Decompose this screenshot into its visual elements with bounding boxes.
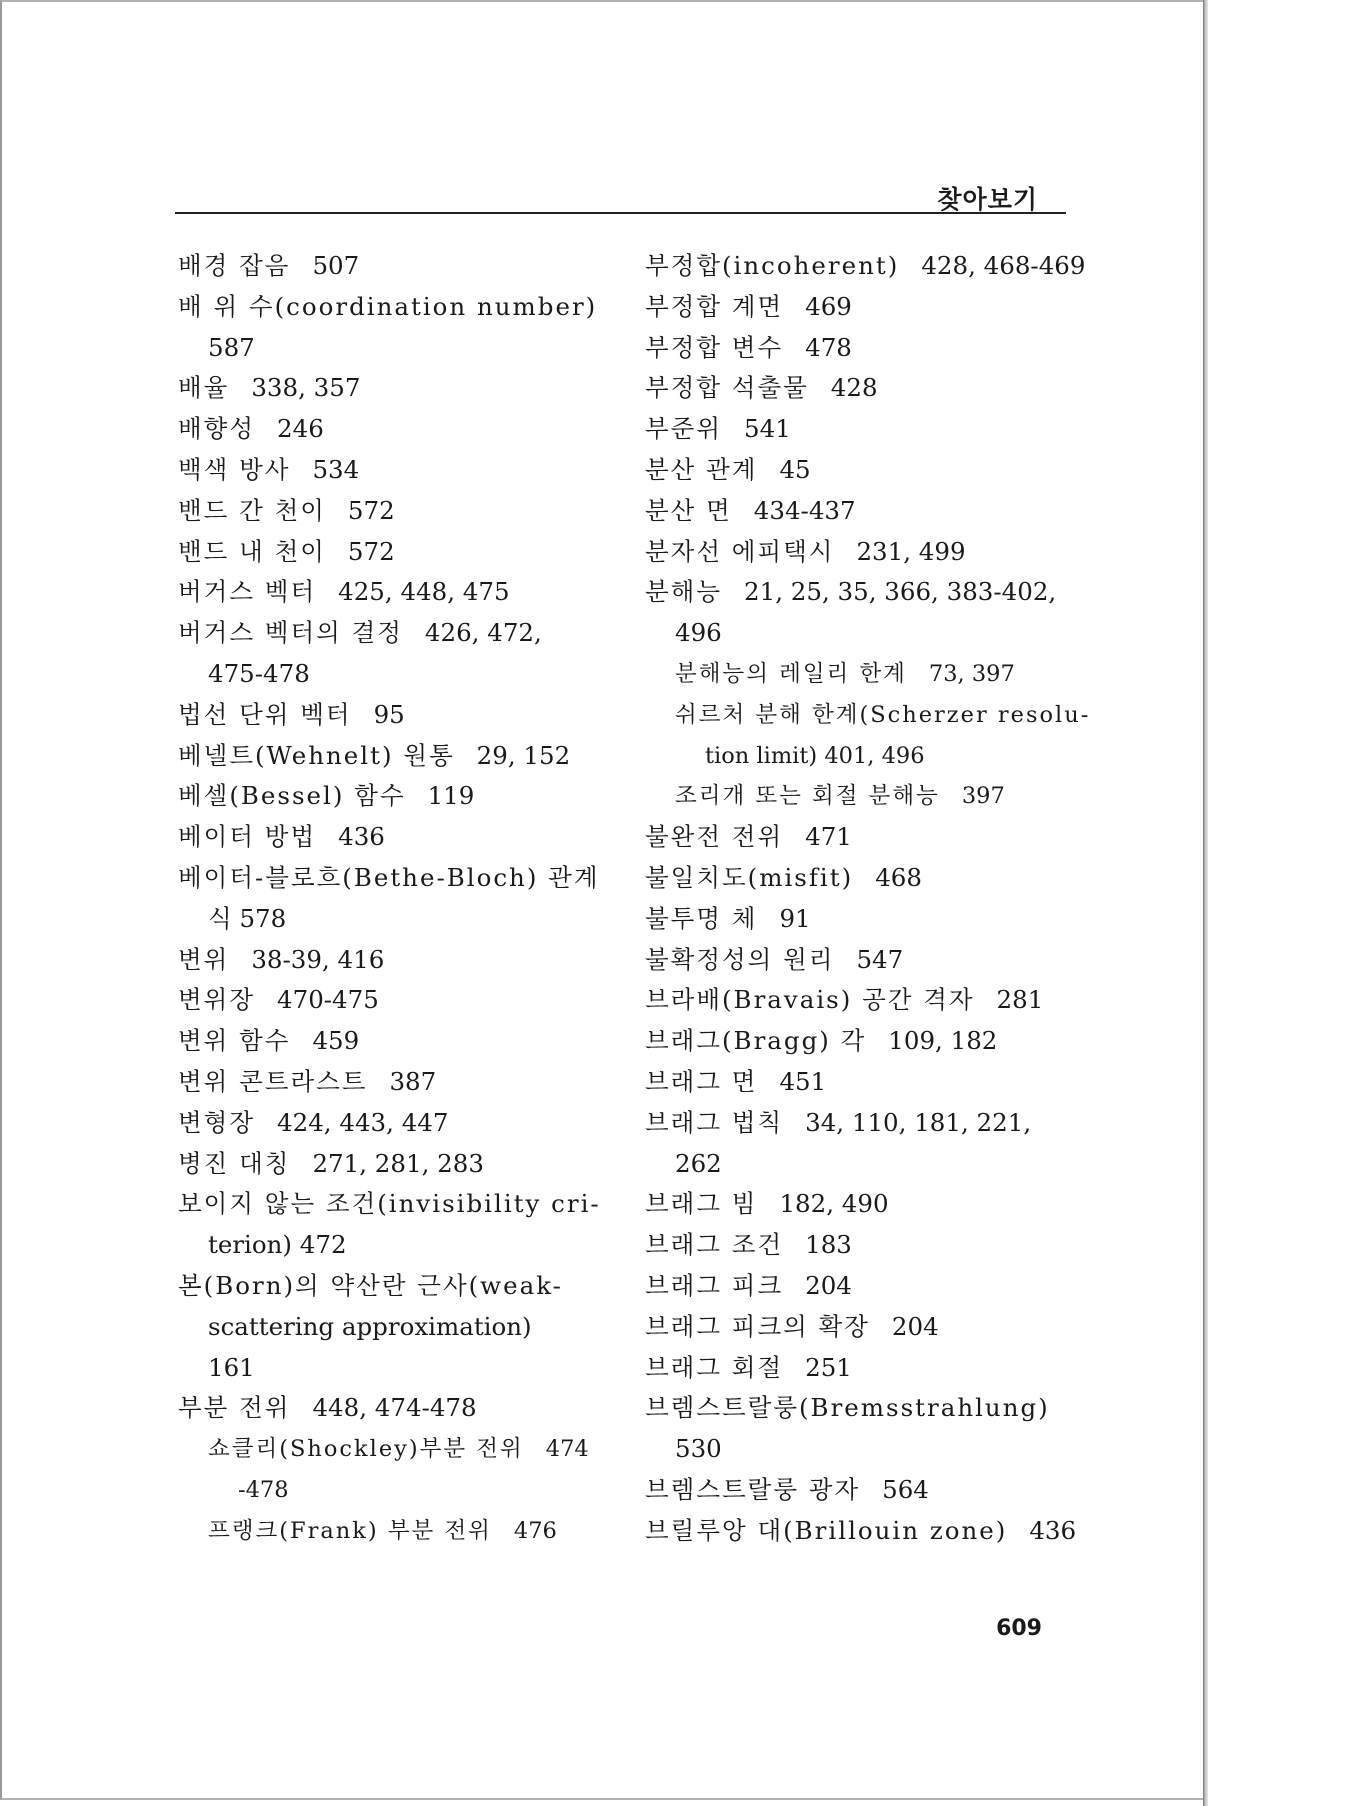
index-term: 백색 방사 [178, 454, 291, 484]
index-term: 버거스 벡터의 결정 [178, 618, 403, 648]
index-subentry [645, 654, 1085, 695]
index-term: 분산 관계 [645, 454, 758, 484]
index-entry [645, 368, 1085, 409]
index-pages: 478 [805, 332, 852, 362]
index-entry [645, 532, 1085, 573]
index-term: 브래그(Bragg) 각 [645, 1026, 867, 1056]
index-entry [645, 940, 1085, 981]
index-entry [645, 328, 1085, 369]
index-pages: 21, 25, 35, 366, 383-402, [744, 577, 1057, 607]
index-pages: 507 [312, 251, 360, 280]
index-term: 브래그 피크 [645, 1270, 784, 1300]
index-entry [645, 858, 1085, 899]
index-continuation: 587 [208, 332, 255, 362]
index-pages: 397 [961, 783, 1005, 810]
index-term: 밴드 간 천이 [178, 495, 326, 525]
index-entry [645, 899, 1085, 940]
index-term: 배경 잡음 [178, 251, 291, 280]
index-term: 보이지 않는 조건(invisibility cri- [178, 1189, 601, 1219]
index-term: 브렘스트랄룽 광자 [645, 1474, 861, 1504]
index-entry [178, 532, 618, 573]
index-entry [645, 491, 1085, 532]
index-entry [645, 1266, 1085, 1307]
index-term: 베이터 방법 [178, 822, 317, 852]
index-entry [178, 1062, 618, 1103]
index-pages: 204 [891, 1311, 939, 1341]
index-pages: 459 [312, 1026, 360, 1056]
index-entry [178, 1184, 618, 1266]
index-entry [178, 409, 618, 450]
index-pages: 119 [427, 781, 475, 811]
index-term: 불확정성의 원리 [645, 944, 835, 974]
index-term: 법선 단위 벡터 [178, 699, 352, 729]
index-entry [645, 1388, 1085, 1470]
index-entry [178, 1348, 618, 1389]
index-pages: 73, 397 [928, 660, 1015, 687]
index-entry [645, 450, 1085, 491]
index-subentry [645, 695, 1091, 777]
index-entry [645, 246, 1085, 287]
index-term: 프랭크(Frank) 부분 전위 [208, 1517, 492, 1544]
index-entry [645, 1184, 1085, 1225]
index-term: 베이터-블로흐(Bethe-Bloch) 관계 [178, 862, 600, 892]
index-pages: 45 [779, 454, 811, 484]
index-entry [178, 1103, 618, 1144]
index-term: 부정합 계면 [645, 291, 784, 321]
index-pages: 564 [882, 1474, 929, 1504]
index-continuation: 식 578 [208, 903, 287, 933]
index-pages: 29, 152 [476, 740, 571, 770]
index-term: 분해능의 레일리 한계 [675, 660, 907, 687]
index-entry [178, 980, 618, 1021]
index-pages: 281 [996, 985, 1044, 1015]
index-entry [178, 450, 618, 491]
page-edge-shadow [1203, 0, 1208, 1806]
index-term: 브래그 조건 [645, 1230, 784, 1260]
index-term: 버거스 벡터 [178, 577, 317, 607]
index-entry [178, 1266, 618, 1348]
index-pages: 468 [875, 862, 922, 892]
index-entry [178, 491, 618, 532]
index-pages: 109, 182 [888, 1026, 998, 1056]
index-term: 배율 [178, 373, 230, 403]
index-continuation: tion limit) 401, 496 [705, 742, 925, 769]
index-entry [178, 1144, 618, 1185]
index-entry [178, 246, 618, 287]
page-number: 609 [996, 1616, 1042, 1641]
index-term: 브래그 빔 [645, 1189, 758, 1219]
index-pages: 338, 357 [251, 373, 361, 403]
index-entry [178, 1021, 618, 1062]
index-term: 부정합(incoherent) [645, 251, 900, 280]
index-pages: 469 [805, 291, 852, 321]
index-entry [178, 368, 618, 409]
index-term: 변위장 [178, 985, 256, 1015]
index-entry [178, 1388, 618, 1429]
index-pages: 572 [347, 536, 395, 566]
header-rule [175, 212, 1066, 214]
index-pages: 231, 499 [856, 536, 966, 566]
index-pages: 183 [805, 1230, 852, 1260]
index-entry [645, 1062, 1085, 1103]
index-entry [645, 1470, 1085, 1511]
index-pages: 426, 472, [424, 618, 542, 648]
index-term: 변위 [178, 944, 230, 974]
index-pages: 547 [856, 944, 904, 974]
index-term: 베넬트(Wehnelt) 원통 [178, 740, 455, 770]
index-entry [178, 858, 618, 940]
index-pages: 34, 110, 181, 221, [805, 1107, 1032, 1137]
index-term: 부준위 [645, 414, 723, 444]
index-term: 밴드 내 천이 [178, 536, 326, 566]
index-entry [178, 695, 618, 736]
page-header-title: 찾아보기 [937, 185, 1038, 214]
index-pages: 436 [1029, 1515, 1077, 1545]
index-term: 분산 면 [645, 495, 732, 525]
index-entry [645, 1307, 1085, 1348]
index-term: 불완전 전위 [645, 822, 784, 852]
index-term: 브라배(Bravais) 공간 격자 [645, 985, 975, 1015]
index-term: 브렘스트랄룽(Bremsstrahlung) [645, 1393, 1050, 1423]
index-term: 부분 전위 [178, 1393, 291, 1423]
index-subentry [178, 1511, 618, 1552]
index-term: 변위 콘트라스트 [178, 1066, 368, 1096]
index-entry [178, 613, 618, 695]
index-pages: 471 [805, 822, 852, 852]
index-pages: 474 [545, 1436, 589, 1463]
index-column-right [645, 246, 1091, 1552]
index-pages: 425, 448, 475 [338, 577, 510, 607]
index-continuation: 475-478 [208, 658, 310, 688]
index-pages: 470-475 [277, 985, 379, 1015]
index-term: 분해능 [645, 577, 723, 607]
index-entry [645, 817, 1085, 858]
index-entry [645, 980, 1085, 1021]
index-term: 쇼클리(Shockley)부분 전위 [208, 1436, 524, 1463]
index-pages: 91 [779, 903, 811, 933]
index-entry [178, 940, 618, 981]
index-continuation: 262 [675, 1148, 722, 1178]
index-pages: 541 [744, 414, 791, 444]
index-pages: 428, 468-469 [921, 251, 1086, 280]
index-continuation: scattering approximation) [208, 1311, 532, 1341]
index-term: 쉬르처 분해 한계(Scherzer resolu- [675, 701, 1091, 728]
index-pages: 38-39, 416 [251, 944, 385, 974]
index-continuation: 530 [675, 1434, 722, 1464]
index-term: 본(Born)의 약산란 근사(weak- [178, 1270, 563, 1300]
index-column-left [178, 246, 618, 1552]
index-subentry [178, 1429, 618, 1511]
index-continuation: 496 [675, 618, 722, 648]
index-pages: 387 [389, 1066, 437, 1096]
index-pages: 448, 474-478 [312, 1393, 477, 1423]
index-continuation: -478 [238, 1476, 289, 1503]
index-pages: 534 [312, 454, 360, 484]
index-term: 배향성 [178, 414, 256, 444]
index-term: 변위 함수 [178, 1026, 291, 1056]
index-entry [178, 736, 618, 777]
index-entry [178, 776, 618, 817]
index-pages: 451 [779, 1066, 827, 1096]
index-pages: 271, 281, 283 [312, 1148, 484, 1178]
index-subentry [645, 776, 1085, 817]
index-term: 조리개 또는 회절 분해능 [675, 783, 940, 810]
index-entry [645, 1225, 1085, 1266]
index-entry [178, 287, 618, 369]
index-term: 변형장 [178, 1107, 256, 1137]
index-entry [645, 1103, 1085, 1185]
index-entry [645, 572, 1085, 654]
index-entry [645, 409, 1085, 450]
index-term: 브래그 피크의 확장 [645, 1311, 870, 1341]
index-term: 배 위 수(coordination number) [178, 291, 598, 321]
index-term: 불일치도(misfit) [645, 862, 854, 892]
index-term: 브릴루앙 대(Brillouin zone) [645, 1515, 1008, 1545]
index-pages: 424, 443, 447 [277, 1107, 449, 1137]
index-term: 부정합 석출물 [645, 373, 809, 403]
index-continuation: terion) 472 [208, 1230, 347, 1260]
index-entry [178, 572, 618, 613]
index-pages: 434-437 [753, 495, 856, 525]
index-entry [645, 1511, 1085, 1552]
index-entry [645, 1021, 1085, 1062]
index-entry [178, 817, 618, 858]
index-term: 베셀(Bessel) 함수 [178, 781, 406, 811]
index-pages: 436 [338, 822, 385, 852]
index-pages: 204 [805, 1270, 852, 1300]
index-pages: 251 [805, 1352, 852, 1382]
index-entry [645, 1348, 1085, 1389]
index-term: 부정합 변수 [645, 332, 784, 362]
index-pages: 182, 490 [779, 1189, 889, 1219]
index-pages: 428 [830, 373, 878, 403]
index-term: 불투명 체 [645, 903, 758, 933]
index-entry [645, 287, 1085, 328]
index-continuation: 161 [208, 1352, 255, 1382]
index-pages: 95 [373, 699, 405, 729]
index-term: 브래그 회절 [645, 1352, 784, 1382]
index-term: 분자선 에피택시 [645, 536, 835, 566]
index-pages: 476 [513, 1517, 557, 1544]
index-term: 병진 대칭 [178, 1148, 291, 1178]
index-pages: 246 [277, 414, 324, 444]
index-term: 브래그 면 [645, 1066, 758, 1096]
index-pages: 572 [347, 495, 395, 525]
index-term: 브래그 법칙 [645, 1107, 784, 1137]
